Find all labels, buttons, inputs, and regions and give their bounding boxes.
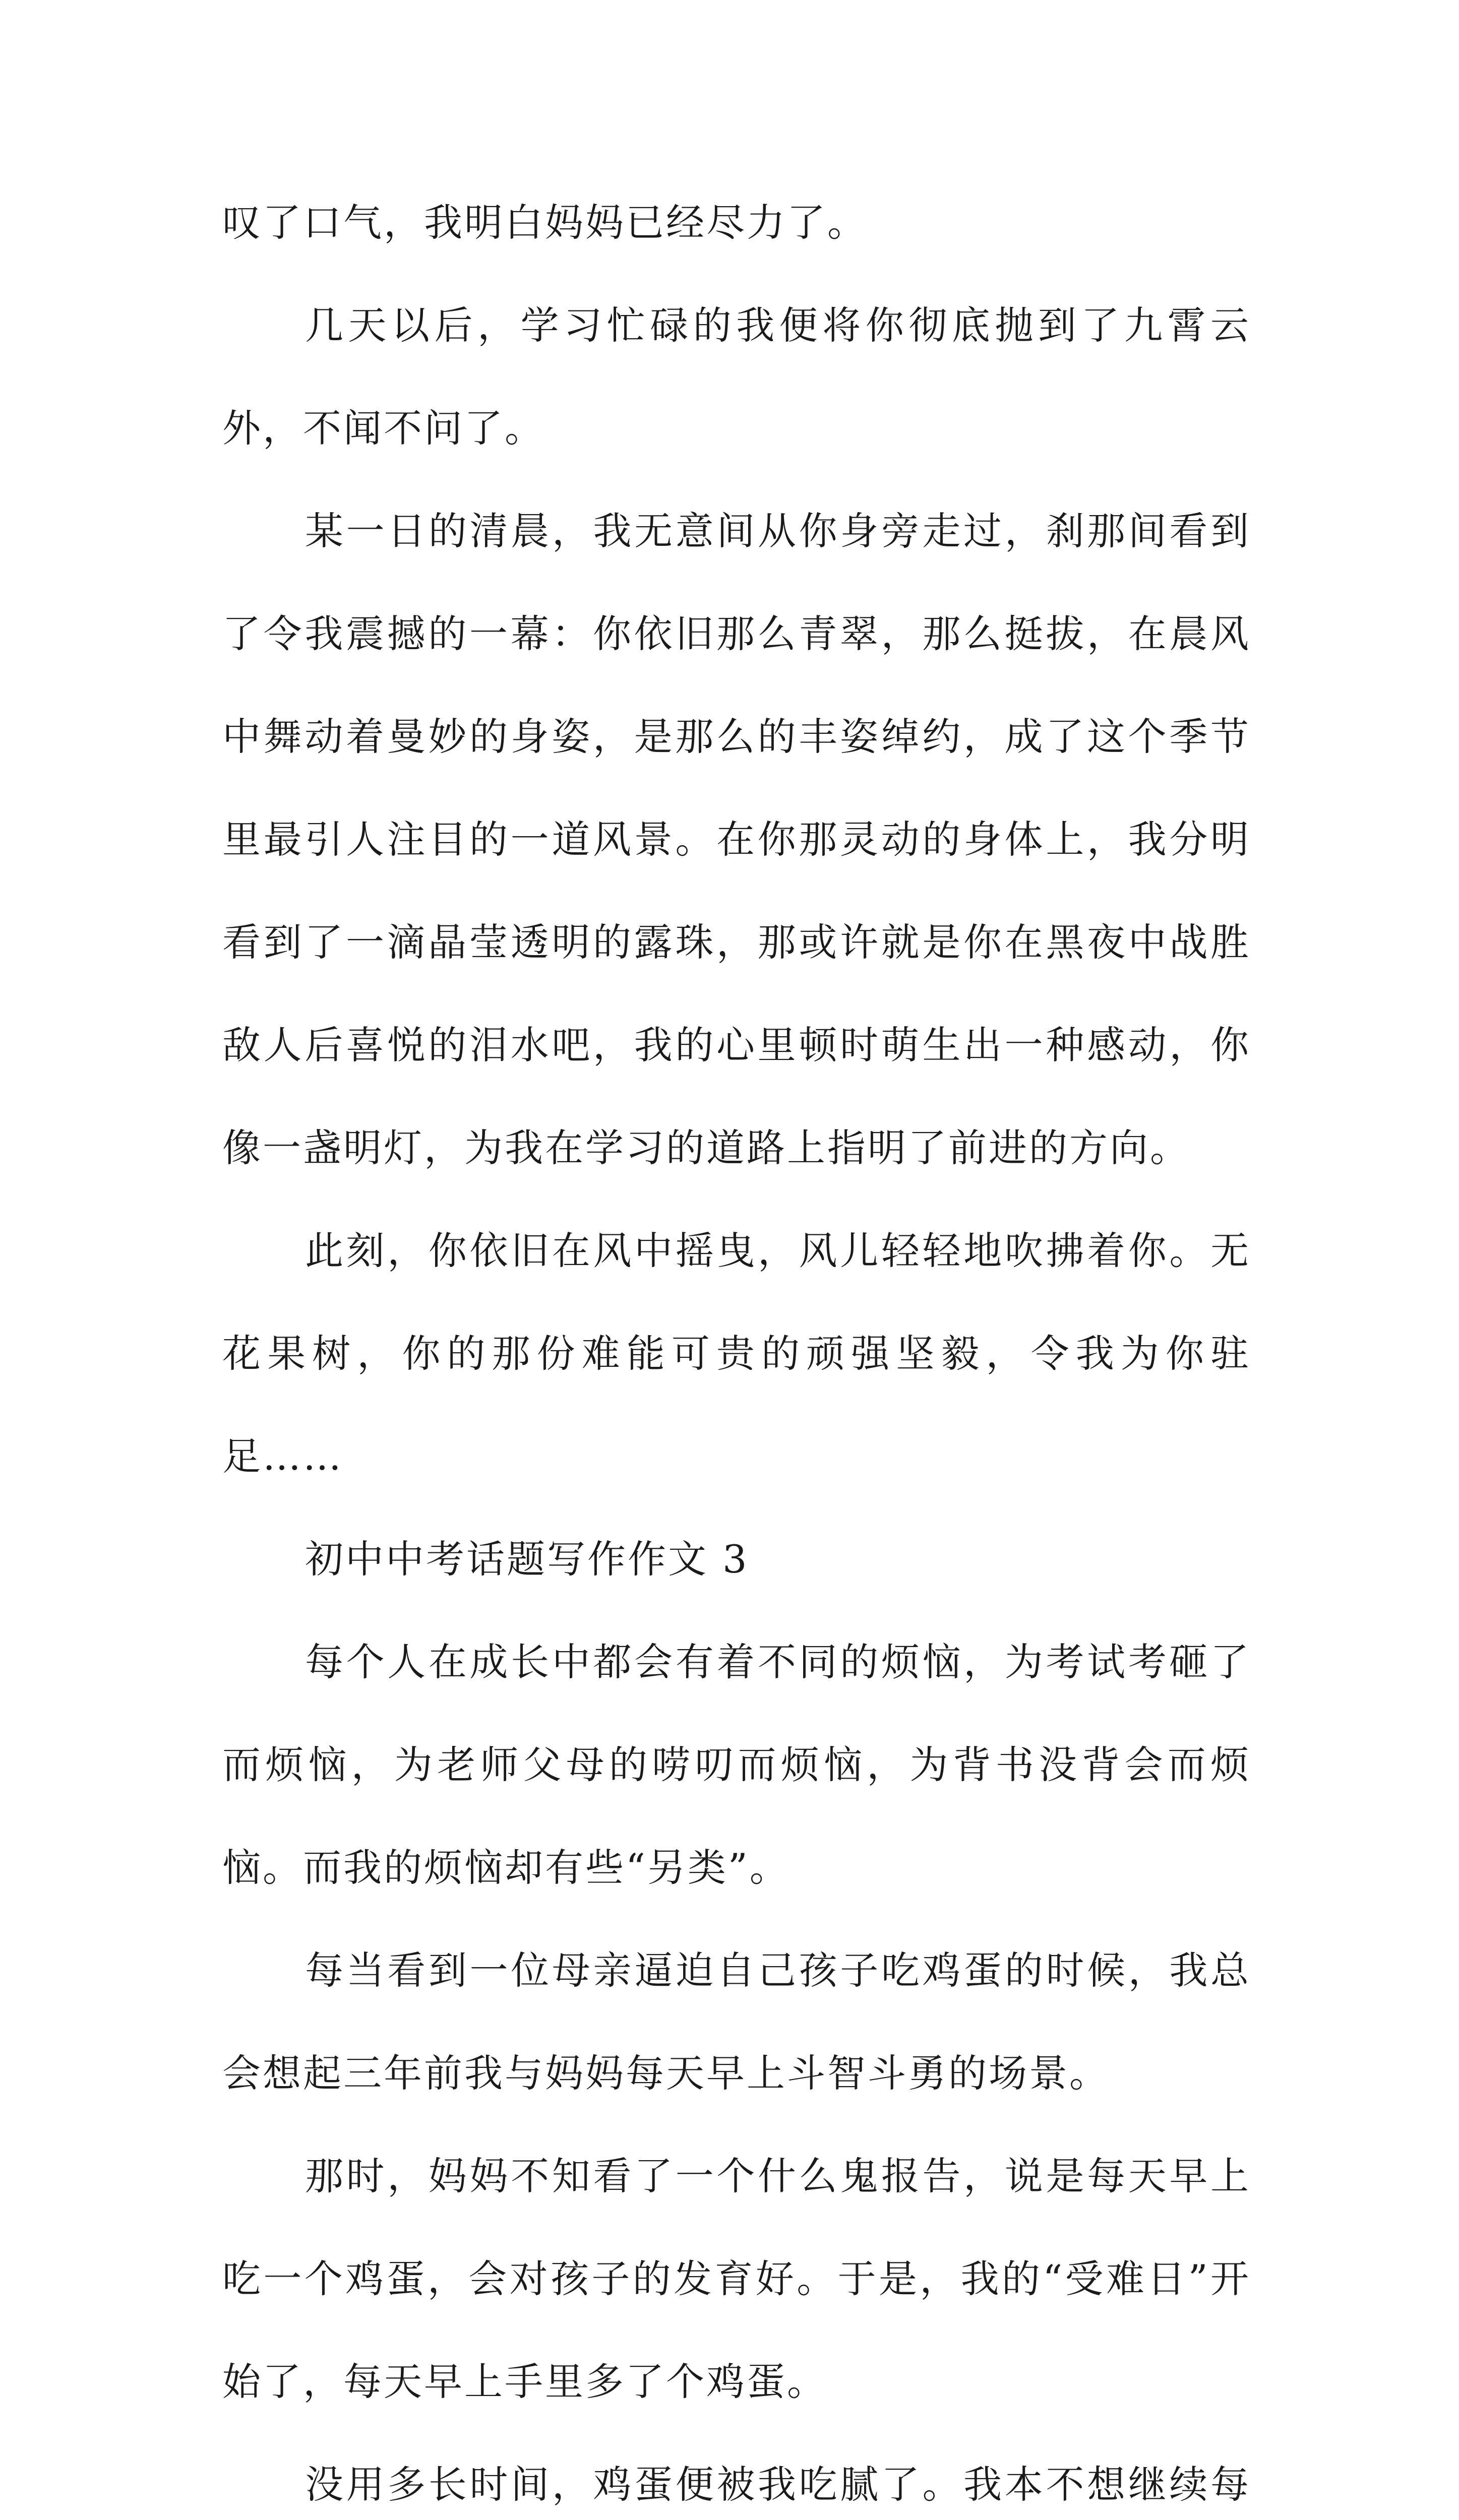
paragraph: 那时，妈妈不知看了一个什么鬼报告，说是每天早上吃一个鸡蛋，会对孩子的发育好。于是，我的“受难日”开始了，每天早上手里多了个鸡蛋。 (222, 2154, 1251, 2404)
paragraph: 叹了口气，我明白妈妈已经尽力了。 (222, 200, 868, 245)
paragraph: 每当看到一位母亲逼迫自己孩子吃鸡蛋的时候，我总会想起三年前我与妈妈每天早上斗智斗勇的场景。 (222, 1948, 1251, 2096)
paragraph: 某一日的清晨，我无意间从你身旁走过，刹那间看到了令我震撼的一幕：你依旧那么青翠，那么挺拔，在晨风中舞动着曼妙的身姿，是那么的丰姿绰约，成了这个季节里最引人注目的一道风景。在你那灵动的身体上，我分明看到了一滴晶莹透明的露珠，那或许就是你在黑夜中战胜敌人后喜悦的泪水吧，我的心里顿时萌生出一种感动，你像一盏明灯，为我在学习的道路上指明了前进的方向。 (222, 509, 1251, 1170)
document-body (222, 171, 1251, 2520)
section-heading: 初中中考话题写作作文 3 (305, 1537, 749, 1582)
paragraph: 此刻，你依旧在风中摇曳，风儿轻轻地吹拂着你。无花果树，你的那份难能可贵的顽强坚毅，令我为你驻足…… (222, 1228, 1251, 1479)
paragraph: 没用多长时间，鸡蛋便被我吃腻了。我本不想继续每 (305, 2462, 1251, 2507)
paragraph: 几天以后，学习忙碌的我便将你彻底抛到了九霄云外，不闻不问了。 (222, 303, 1251, 451)
paragraph: 每个人在成长中都会有着不同的烦恼，为考试考砸了而烦恼，为老师父母的唠叨而烦恼，为背书没背会而烦恼。而我的烦恼却有些“另类”。 (222, 1640, 1251, 1890)
